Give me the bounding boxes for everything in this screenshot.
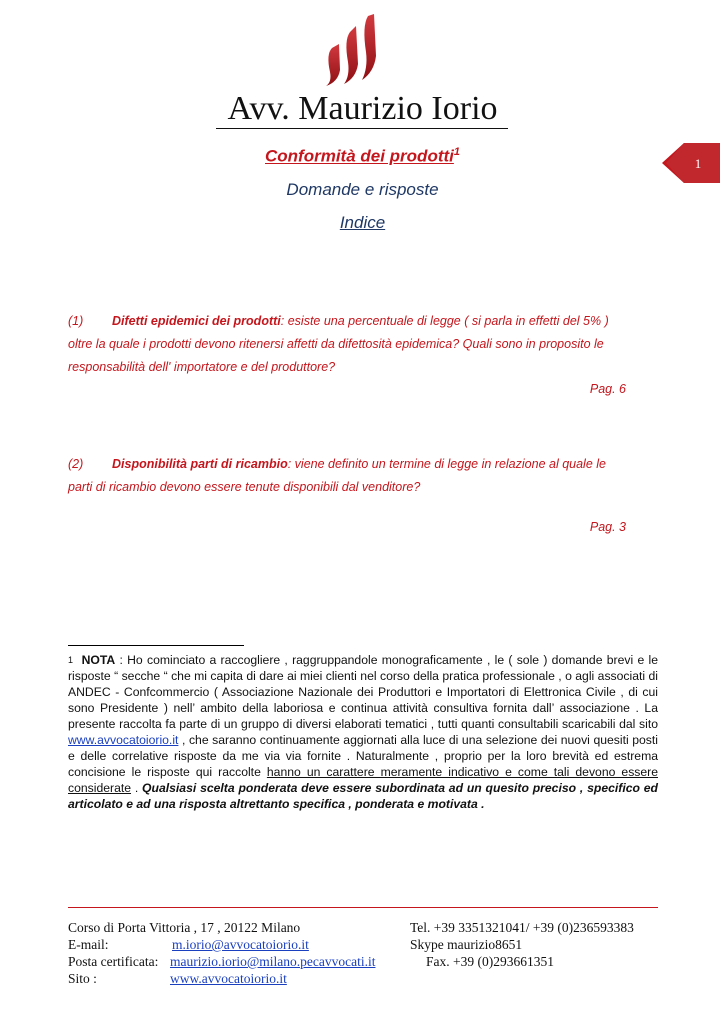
website-link[interactable]: www.avvocatoiorio.it bbox=[68, 733, 179, 747]
footnote-reference[interactable]: 1 bbox=[453, 146, 460, 158]
footnote-label: NOTA bbox=[81, 653, 116, 667]
footer-email-label: E-mail: bbox=[68, 937, 109, 952]
question-number: (2) bbox=[68, 457, 84, 471]
question-number: (1) bbox=[68, 314, 84, 328]
footer-pec-label: Posta certificata: bbox=[68, 954, 159, 969]
footnote-marker: 1 bbox=[68, 655, 74, 665]
footnote-emphasis: Qualsiasi scelta ponderata deve essere subordinata ad un quesito preciso , specifico ed articolato e ad una risposta altrettanto specifica , ponderata e motivata . bbox=[68, 781, 658, 811]
footer-phone: Tel. +39 3351321041/ +39 (0)236593383 bbox=[410, 920, 634, 935]
page-number-tab bbox=[662, 143, 720, 183]
question-topic: Difetti epidemici dei prodotti bbox=[112, 314, 281, 328]
page-number: 1 bbox=[694, 156, 702, 171]
question-2 bbox=[68, 453, 658, 499]
footer-skype: Skype maurizio8651 bbox=[410, 937, 523, 952]
footer-pec-link[interactable]: maurizio.iorio@milano.pecavvocati.it bbox=[170, 954, 376, 969]
name-underline bbox=[216, 128, 508, 129]
question-text: : viene definito un termine di legge in relazione al quale le bbox=[287, 457, 606, 471]
footnote bbox=[68, 652, 658, 812]
question-topic: Disponibilità parti di ricambio bbox=[112, 457, 288, 471]
footnote-text: : Ho cominciato a raccogliere , raggruppandole monograficamente , le ( sole ) domande brevi e le risposte “ secche “ che mi capita di dare ai miei clienti nel corso della pratica professionale , o agli associati di ANDEC - Confcommercio ( Associazione Nazionale dei Produttori e Importatori di Elettronica Civile , di cui sono Presidente ) nell’ ambito della laboriosa e continua attività consultiva fornita dall’ associazione . La presente raccolta fa parte di un gruppo di diversi elaborati tematici , tutti quanti consultabili scaricabili dal sito bbox=[68, 653, 658, 731]
index-heading: Indice bbox=[339, 213, 386, 232]
question-1 bbox=[68, 310, 658, 379]
footer-address: Corso di Porta Vittoria , 17 , 20122 Milano bbox=[68, 920, 301, 935]
footer-email-link[interactable]: m.iorio@avvocatoiorio.it bbox=[172, 937, 309, 952]
document-title bbox=[0, 146, 725, 167]
footer-site-link[interactable]: www.avvocatoiorio.it bbox=[170, 971, 287, 986]
author-name: Avv. Maurizio Iorio bbox=[227, 90, 498, 127]
question-1-page[interactable]: Pag. 6 bbox=[589, 382, 626, 396]
document-subtitle: Domande e risposte bbox=[286, 180, 439, 199]
logo bbox=[322, 14, 388, 88]
footnote-underlined-text: hanno un carattere meramente indicativo e come tali devono essere considerate bbox=[68, 765, 658, 795]
question-text: oltre la quale i prodotti devono ritenersi affetti da difettosità epidemica? Quali sono in proposito le bbox=[68, 337, 604, 351]
question-text: : esiste una percentuale di legge ( si parla in effetti del 5% ) bbox=[280, 314, 609, 328]
footer-separator bbox=[68, 907, 658, 908]
footer-fax: Fax. +39 (0)293661351 bbox=[426, 954, 554, 969]
footer-site-label: Sito : bbox=[68, 971, 97, 986]
document-title-text: Conformità dei prodotti bbox=[265, 146, 454, 166]
question-2-page[interactable]: Pag. 3 bbox=[589, 520, 626, 534]
footnote-text: . bbox=[131, 781, 143, 795]
question-text: parti di ricambio devono essere tenute disponibili dal venditore? bbox=[68, 480, 421, 494]
footnote-text: , che saranno continuamente aggiornati alla luce di una selezione dei nuovi quesiti posti e delle correlative risposte da me via via fornite . Naturalmente , proprio per la loro brevità ed estrema concisione le risposte qui raccolte bbox=[68, 733, 658, 779]
footnote-separator bbox=[68, 645, 244, 646]
question-text: responsabilità dell' importatore e del produttore? bbox=[68, 360, 336, 374]
